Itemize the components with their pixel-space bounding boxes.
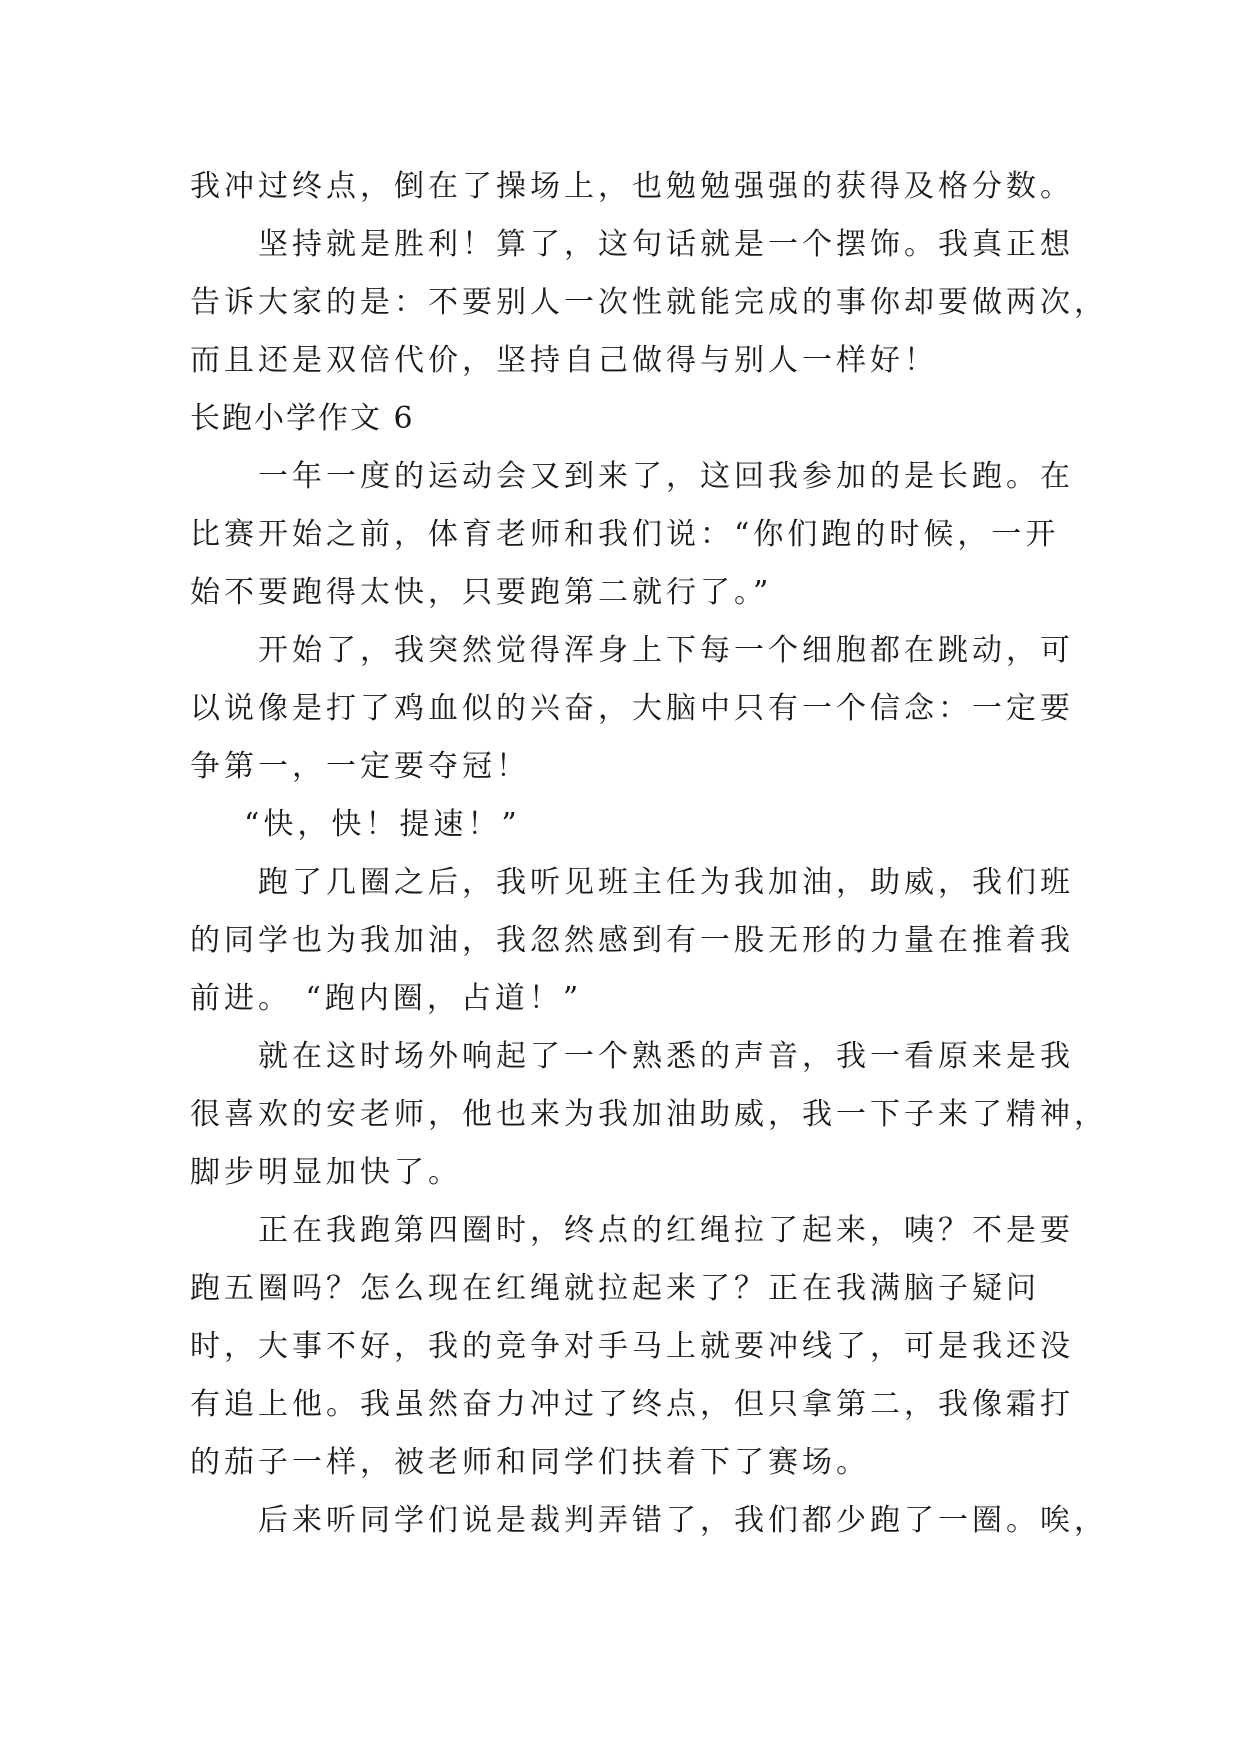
text-line: 争第一，一定要夺冠！ (190, 749, 530, 784)
section-heading: 长跑小学作文 6 (190, 401, 415, 436)
text-line: 以说像是打了鸡血似的兴奋，大脑中只有一个信念：一定要 (190, 691, 1074, 726)
text-line: 就在这时场外响起了一个熟悉的声音，我一看原来是我 (258, 1039, 1074, 1074)
text-line: “快，快！提速！” (244, 807, 521, 842)
text-line: 比赛开始之前，体育老师和我们说：“你们跑的时候，一开 (190, 517, 1060, 552)
text-line: 一年一度的运动会又到来了，这回我参加的是长跑。在 (258, 459, 1074, 494)
text-line: 前进。 “跑内圈，占道！” (190, 981, 583, 1016)
text-line: 始不要跑得太快，只要跑第二就行了。” (190, 575, 773, 610)
text-line: 我冲过终点，倒在了操场上，也勉勉强强的获得及格分数。 (190, 169, 1074, 204)
document-body (190, 158, 1108, 1550)
text-line: 很喜欢的安老师，他也来为我加油助威，我一下子来了精神， (190, 1097, 1108, 1132)
text-line: 坚持就是胜利！算了，这句话就是一个摆饰。我真正想 (258, 227, 1074, 262)
text-line: 正在我跑第四圈时，终点的红绳拉了起来，咦？不是要 (258, 1213, 1074, 1248)
text-line: 而且还是双倍代价，坚持自己做得与别人一样好！ (190, 343, 938, 378)
text-line: 脚步明显加快了。 (190, 1155, 462, 1190)
text-line: 有追上他。我虽然奋力冲过了终点，但只拿第二，我像霜打 (190, 1387, 1074, 1422)
text-line: 开始了，我突然觉得浑身上下每一个细胞都在跳动，可 (258, 633, 1074, 668)
text-line: 的茄子一样，被老师和同学们扶着下了赛场。 (190, 1445, 870, 1480)
text-line: 告诉大家的是：不要别人一次性就能完成的事你却要做两次， (190, 285, 1108, 320)
text-line: 跑了几圈之后，我听见班主任为我加油，助威，我们班 (258, 865, 1074, 900)
text-line: 后来听同学们说是裁判弄错了，我们都少跑了一圈。唉， (258, 1503, 1108, 1538)
text-line: 时，大事不好，我的竞争对手马上就要冲线了，可是我还没 (190, 1329, 1074, 1364)
text-line: 的同学也为我加油，我忽然感到有一股无形的力量在推着我 (190, 923, 1074, 958)
text-line: 跑五圈吗？怎么现在红绳就拉起来了？正在我满脑子疑问 (190, 1271, 1040, 1306)
